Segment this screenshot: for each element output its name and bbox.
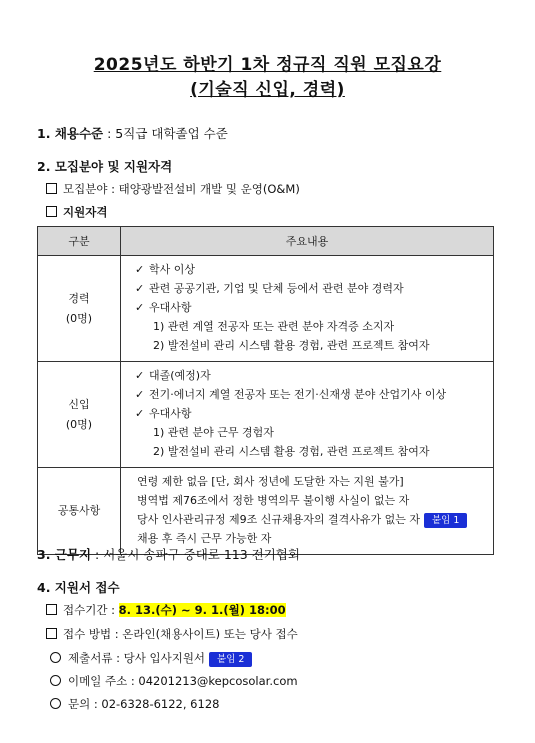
field-line: 모집분야 : 태양광발전설비 개발 및 운영(O&M) bbox=[46, 181, 300, 197]
section-field-heading: 2. 모집분야 및 지원자격 bbox=[37, 159, 173, 174]
table-row-common bbox=[38, 468, 494, 555]
table-header-content: 주요내용 bbox=[121, 227, 494, 256]
period-highlight: 8. 13.(수) ~ 9. 1.(월) 18:00 bbox=[118, 603, 286, 617]
section-heading: 채용수준 bbox=[54, 126, 104, 141]
contact-line: 문의 : 02-6328-6122, 6128 bbox=[50, 696, 219, 712]
period-line: 접수기간 : 8. 13.(수) ~ 9. 1.(월) 18:00 bbox=[46, 602, 286, 618]
section-value: 5직급 대학졸업 수준 bbox=[115, 126, 228, 141]
section-workplace: 3. 근무지 : 서울시 송파구 중대로 113 전기협회 bbox=[37, 547, 300, 562]
page-title: 2025년도 하반기 1차 정규직 직원 모집요강 bbox=[93, 55, 442, 75]
row-label: 공통사항 bbox=[38, 468, 121, 555]
table-row-career bbox=[38, 256, 494, 362]
square-bullet-icon bbox=[46, 206, 57, 217]
check-icon: ✓ bbox=[135, 282, 145, 295]
square-bullet-icon bbox=[46, 628, 57, 639]
row-label: 경력 (0명) bbox=[38, 256, 121, 362]
qualification-table bbox=[37, 226, 494, 555]
email-line: 이메일 주소 : 04201213@kepcosolar.com bbox=[50, 673, 298, 689]
circle-bullet-icon bbox=[50, 698, 61, 709]
attachment-badge[interactable]: 붙임 2 bbox=[209, 652, 252, 667]
check-icon: ✓ bbox=[135, 263, 145, 276]
row-content: ✓ 학사 이상 ✓ 관련 공공기관, 기업 및 단체 등에서 관련 분야 경력자 ✓ 우대사항 1) 관련 계열 전공자 또는 관련 분야 자격증 소지자 2) 발전설비 관리 시스템 활용 경험, 관련 프로젝트 참여자 bbox=[121, 256, 494, 362]
row-content: 연령 제한 없음 [단, 회사 정년에 도달한 자는 지원 불가] 병역법 제76조에서 정한 병역의무 불이행 사실이 없는 자 당사 인사관리규정 제9조 신규채용자의 결격사유가 없는 자 붙임 1 채용 후 즉시 근무 가능한 자 bbox=[121, 468, 494, 555]
row-label: 신입 (0명) bbox=[38, 362, 121, 468]
section-application-heading: 4. 지원서 접수 bbox=[37, 580, 120, 595]
attachment-badge[interactable]: 붙임 1 bbox=[424, 513, 467, 528]
separator: : bbox=[103, 126, 116, 141]
table-header-category: 구분 bbox=[38, 227, 121, 256]
method-line: 접수 방법 : 온라인(채용사이트) 또는 당사 접수 bbox=[46, 626, 298, 642]
circle-bullet-icon bbox=[50, 675, 61, 686]
qualification-line: 지원자격 bbox=[46, 204, 107, 220]
square-bullet-icon bbox=[46, 183, 57, 194]
check-icon: ✓ bbox=[135, 369, 145, 382]
row-content: ✓ 대졸(예정)자 ✓ 전기·에너지 계열 전공자 또는 전기·신재생 분야 산업기사 이상 ✓ 우대사항 1) 관련 분야 근무 경험자 2) 발전설비 관리 시스템 활용 경험, 관련 프로젝트 참여자 bbox=[121, 362, 494, 468]
check-icon: ✓ bbox=[135, 301, 145, 314]
table-row-new bbox=[38, 362, 494, 468]
docs-line: 제출서류 : 당사 입사지원서 붙임 2 bbox=[50, 650, 252, 667]
square-bullet-icon bbox=[46, 604, 57, 615]
check-icon: ✓ bbox=[135, 407, 145, 420]
check-icon: ✓ bbox=[135, 388, 145, 401]
circle-bullet-icon bbox=[50, 652, 61, 663]
section-recruit-level bbox=[37, 124, 228, 142]
page-subtitle: (기술직 신입, 경력) bbox=[190, 80, 345, 100]
section-number: 1. bbox=[37, 126, 55, 141]
